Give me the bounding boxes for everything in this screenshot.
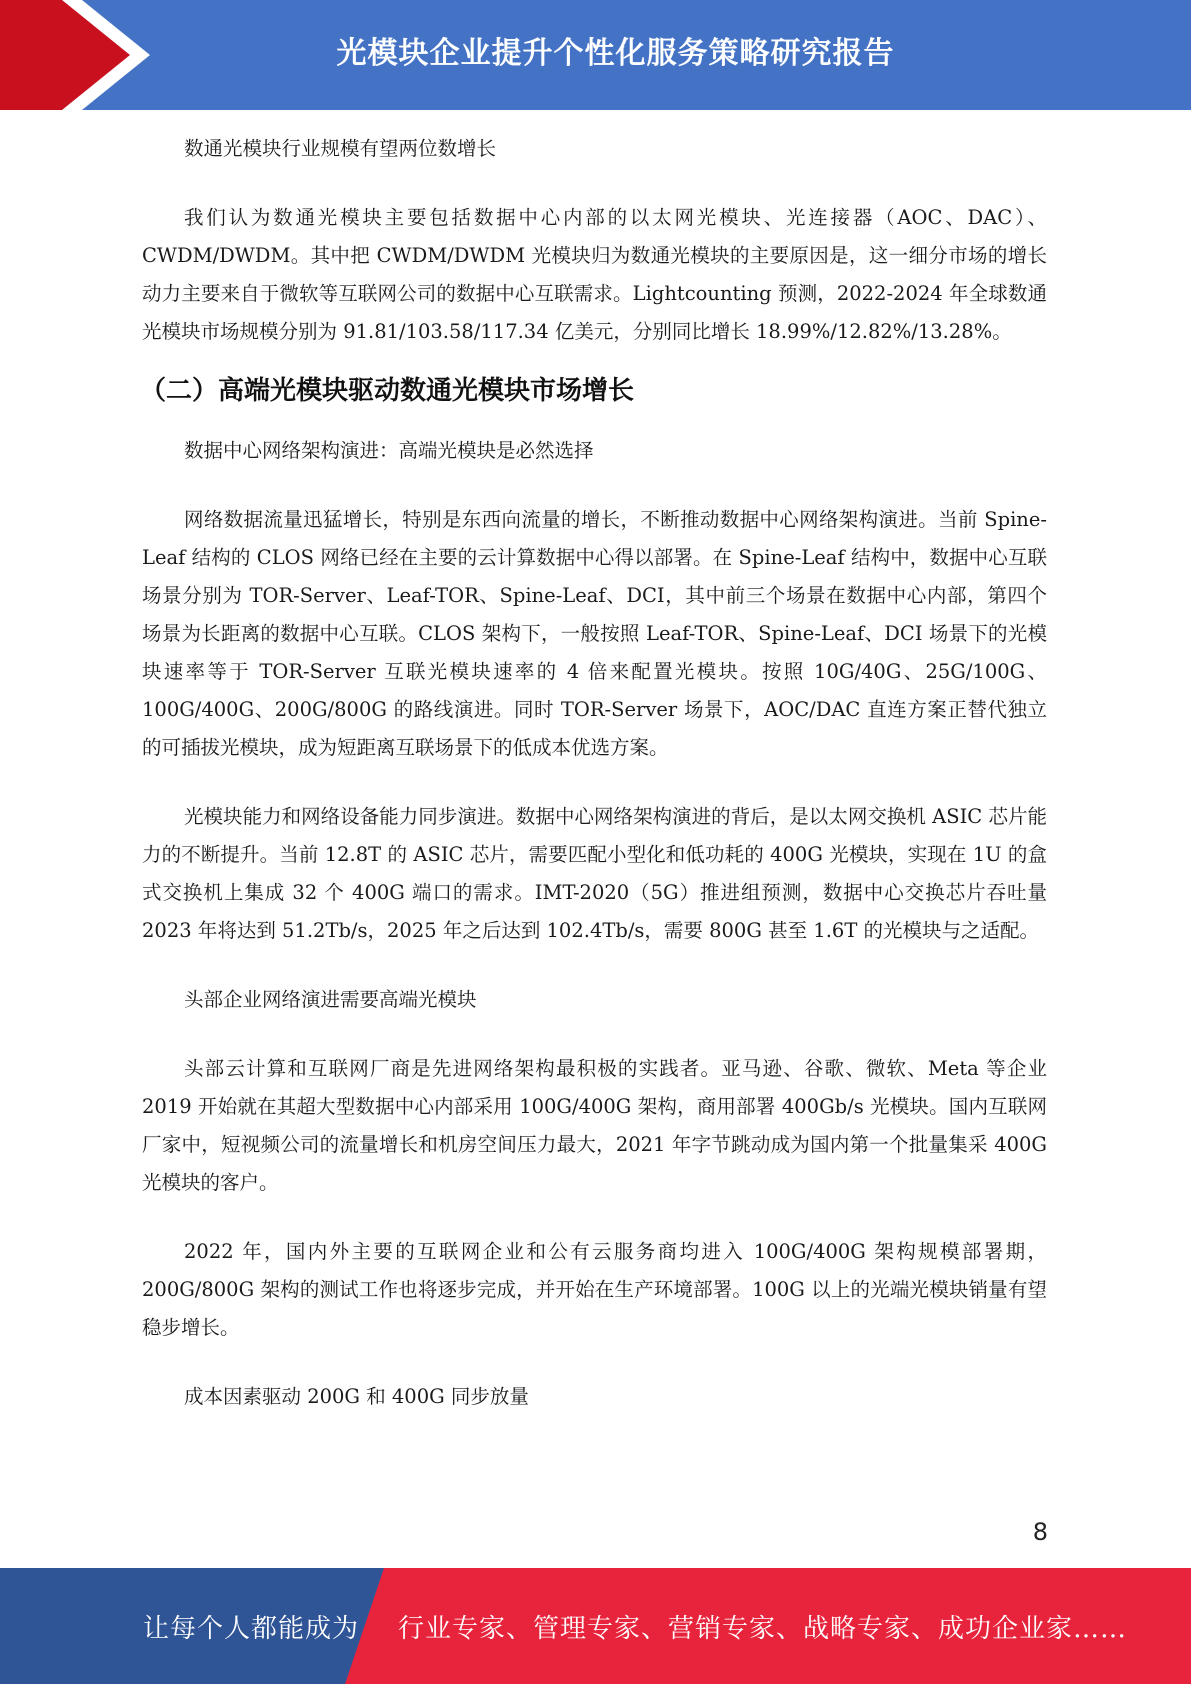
page-header — [0, 0, 1191, 110]
subheading-dc-architecture: 数据中心网络架构演进：高端光模块是必然选择 — [184, 439, 594, 462]
subheading-cost-factors: 成本因素驱动 200G 和 400G 同步放量 — [184, 1385, 529, 1408]
page-footer — [0, 1568, 1191, 1684]
section-heading-high-end-modules: （二）高端光模块驱动数通光模块市场增长 — [140, 376, 635, 406]
paragraph-cloud-vendors: 头部云计算和互联网厂商是先进网络架构最积极的实践者。亚马逊、谷歌、微软、Meta 等企业 2019 开始就在其超大型数据中心内部采用 100G/400G 架构，商用部署 400Gb/s 光模块。国内互联网厂家中，短视频公司的流量增长和机房空间压力最大，2021 年字节跳动成为国内第一个批量集采 400G 光模块的客户。 — [142, 1057, 1047, 1194]
paragraph-dc-module-scope: 我们认为数通光模块主要包括数据中心内部的以太网光模块、光连接器（AOC、DAC）、CWDM/DWDM。其中把 CWDM/DWDM 光模块归为数通光模块的主要原因是，这一细分市场的增长动力主要来自于微软等互联网公司的数据中心互联需求。Lightcounting 预测，2022-2024 年全球数通光模块市场规模分别为 91.81/103.58/117.34 亿美元，分别同比增长 18.99%/12.82%/13.28%。 — [142, 206, 1047, 343]
subheading-leading-companies: 头部企业网络演进需要高端光模块 — [184, 988, 477, 1011]
page-content — [142, 130, 1047, 1416]
subheading-dc-market-growth: 数通光模块行业规模有望两位数增长 — [184, 137, 497, 160]
paragraph-2022-deployment: 2022 年，国内外主要的互联网企业和公有云服务商均进入 100G/400G 架构规模部署期，200G/800G 架构的测试工作也将逐步完成，并开始在生产环境部署。100G 以上的光端光模块销量有望稳步增长。 — [142, 1240, 1047, 1339]
paragraph-network-evolution: 网络数据流量迅猛增长，特别是东西向流量的增长，不断推动数据中心网络架构演进。当前 Spine-Leaf 结构的 CLOS 网络已经在主要的云计算数据中心得以部署。在 Spine-Leaf 结构中，数据中心互联场景分别为 TOR-Server、Leaf-TOR、Spine-Leaf、DCI，其中前三个场景在数据中心内部，第四个场景为长距离的数据中心互联。CLOS 架构下，一般按照 Leaf-TOR、Spine-Leaf、DCI 场景下的光模块速率等于 TOR-Server 互联光模块速率的 4 倍来配置光模块。按照 10G/40G、25G/100G、100G/400G、200G/800G 的路线演进。同时 TOR-Server 场景下，AOC/DAC 直连方案正替代独立的可插拔光模块，成为短距离互联场景下的低成本优选方案。 — [142, 508, 1047, 759]
paragraph-module-capability: 光模块能力和网络设备能力同步演进。数据中心网络架构演进的背后，是以太网交换机 ASIC 芯片能力的不断提升。当前 12.8T 的 ASIC 芯片，需要匹配小型化和低功耗的 400G 光模块，实现在 1U 的盒式交换机上集成 32 个 400G 端口的需求。IMT-2020（5G）推进组预测，数据中心交换芯片吞吐量 2023 年将达到 51.2Tb/s，2025 年之后达到 102.4Tb/s，需要 800G 甚至 1.6T 的光模块与之适配。 — [142, 805, 1047, 942]
footer-slogan-left: 让每个人都能成为 — [143, 1613, 360, 1644]
report-title: 光模块企业提升个性化服务策略研究报告 — [336, 36, 895, 71]
page-number: 8 — [1032, 1518, 1048, 1546]
footer-slogan-right: 行业专家、管理专家、营销专家、战略专家、成功企业家…… — [398, 1613, 1128, 1644]
